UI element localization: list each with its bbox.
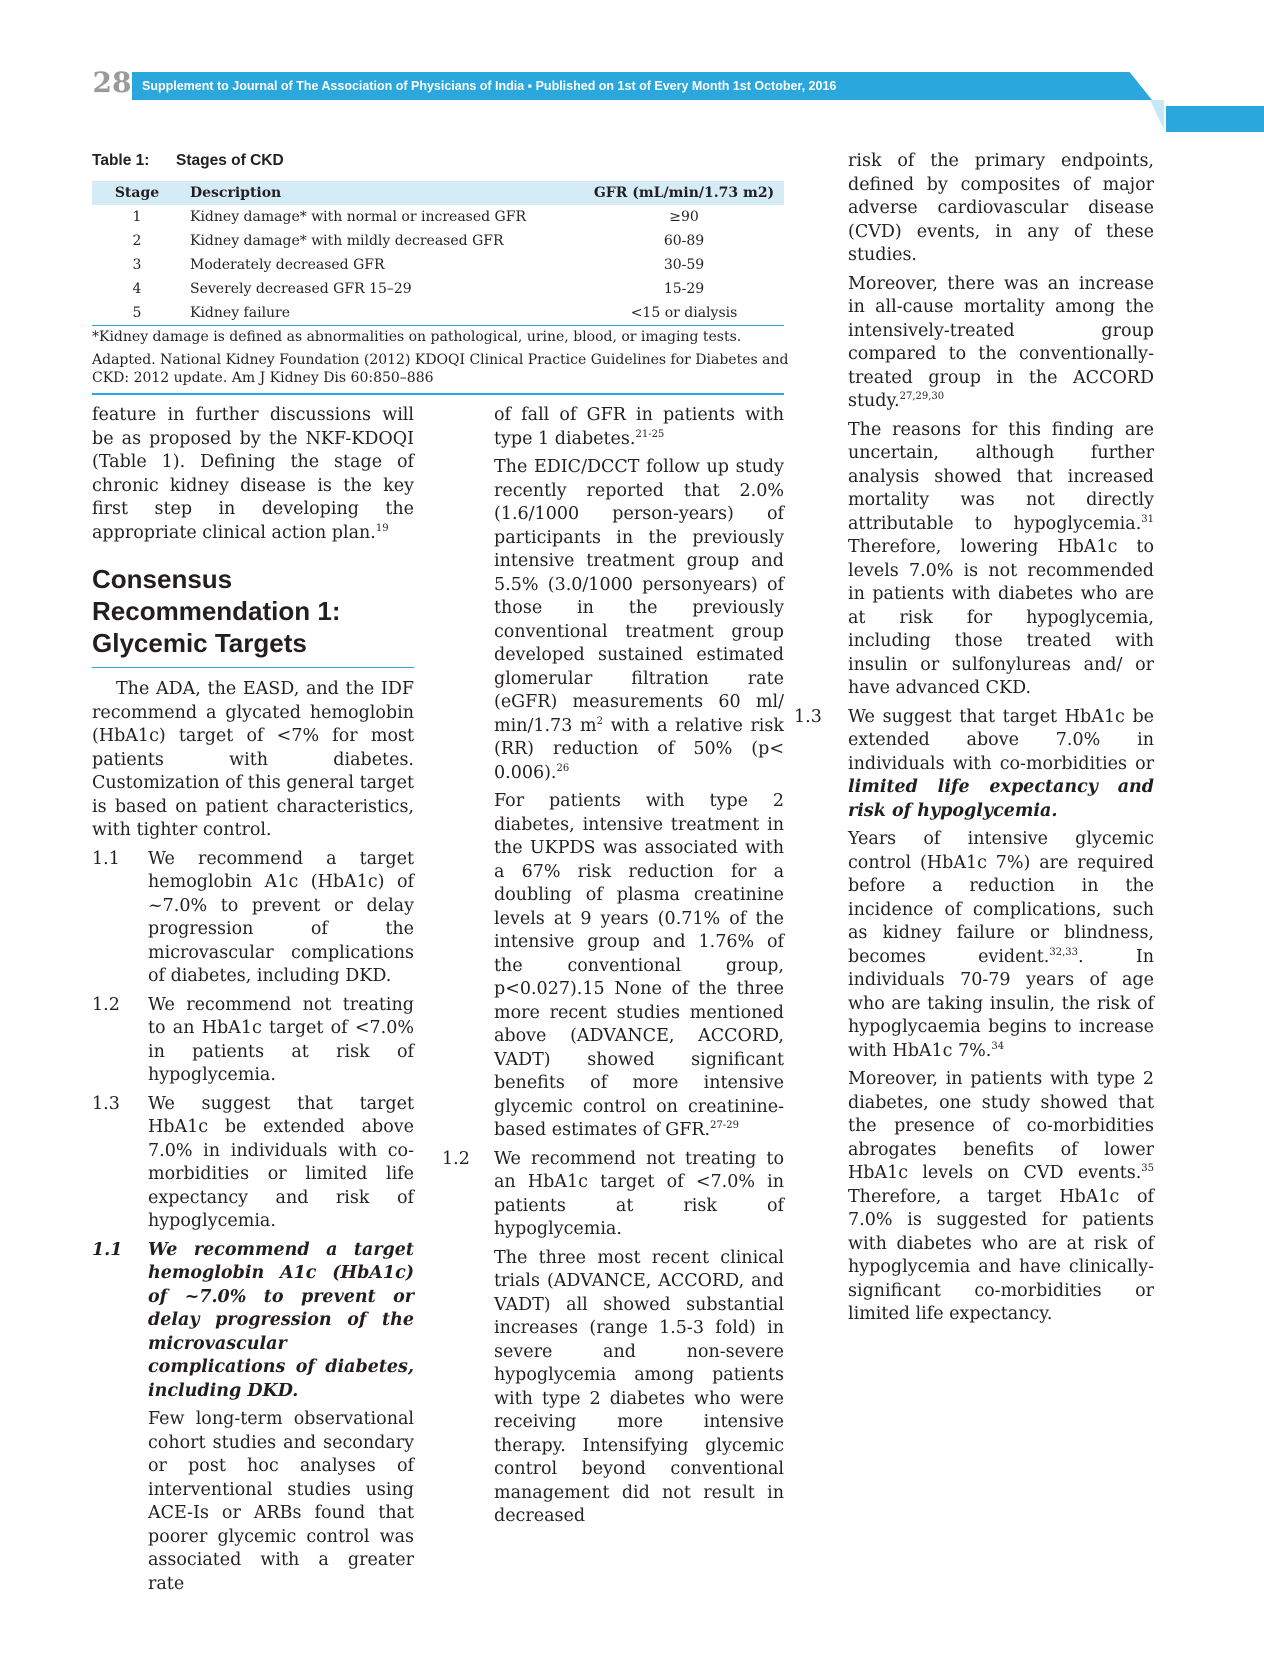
paragraph-text: Moreover, in patients with type 2 diabetes, one study showed that the presence of co-morbidities abrogates benefits of lower HbA1c levels on CVD events. [848,1069,1154,1183]
item-number: 1.3 [92,1093,120,1114]
paragraph [830,1068,1154,1327]
paragraph-text: feature in further discussions will be as proposed by the NKF-KDOQI (Table 1). Defining the stage of chronic kidney disease is the key first step in developing the appropriate clinical action plan. [92,405,414,543]
paragraph: The three most recent clinical trials (ADVANCE, ACCORD, and VADT) all showed substantial increases (range 1.5-3 fold) in severe and non-severe hypoglycemia among patients with type 2 diabetes who were receiving more intensive therapy. Intensifying glycemic control beyond conventional management did not result in decreased [494,1247,784,1526]
item-number: 1.2 [442,1148,470,1169]
text-column-3 [794,150,1155,1332]
gfr-cell: 30-59 [663,257,705,273]
paragraph: Few long-term observational cohort studies and secondary or post hoc analyses of interventional studies using ACE-Is or ARBs found that poorer glycemic control was associated with a greater rate [148,1409,414,1594]
stage-cell: 1 [132,209,142,225]
table-row [92,277,784,301]
paragraph-text: The EDIC/DCCT follow up study recently reported that 2.0% (1.6/1000 person-years) of participants in the previously intensive treatment group and 5.5% (3.0/1000 personyears) of those in the previously conventional treatment group developed sustained estimated glomerular filtration rate (eGFR) measurements 60 ml/ min/1.73 m [494,457,784,736]
table-caption [92,152,284,170]
paragraph: risk of the primary endpoints, defined by composites of major adverse cardiovascular disease (CVD) events, in any of these studies. [848,151,1154,265]
item-number: 1.1 [92,1239,123,1260]
page-number: 28 [92,66,132,99]
item-text: We suggest that target HbA1c be extended above 7.0% in individuals with co-morbidities or limited life expectancy and risk of hypoglycemia. [148,1093,414,1231]
ckd-stages-table [92,181,784,326]
paragraph [92,404,414,545]
description-cell: Kidney damage* with mildly decreased GFR [190,233,504,249]
recommendation-item [442,1148,784,1242]
paragraph [830,273,1154,414]
superscript: 2 [596,715,603,727]
table-row [92,301,784,326]
table-row [92,205,784,229]
paragraph [458,404,784,451]
section-heading: Consensus Recommendation 1: Glycemic Targets [92,563,414,668]
description-cell: Moderately decreased GFR [190,257,385,273]
table-source: Adapted. National Kidney Foundation (2012) KDOQI Clinical Practice Guidelines for Diabetes and CKD: 2012 update. Am J Kidney Dis 60:850–886 [92,352,789,386]
item-text: We recommend not treating to an HbA1c target of <7.0% in patients at risk of hypoglycemia. [148,994,414,1085]
item-text: We recommend a target hemoglobin A1c (HbA1c) of ~7.0% to prevent or delay progression of the microvascular complications of diabetes, including DKD. [148,848,414,986]
table-label: Table 1: [92,152,150,169]
table-footnote: *Kidney damage is defined as abnormalities on pathological, urine, blood, or imaging tests. [92,329,742,345]
citation: 34 [991,1040,1005,1052]
recommendation-item [92,1093,414,1234]
paragraph [830,419,1154,701]
stage-cell: 3 [132,257,142,273]
citation: 35 [1141,1163,1154,1175]
citation: 27-29 [710,1120,739,1132]
item-number: 1.3 [794,706,822,727]
paragraph [458,456,784,785]
table-row [92,253,784,277]
recommendation-item [92,848,414,989]
recommendation-item [794,706,1154,824]
stage-cell: 4 [132,281,142,297]
table-title: Stages of CKD [176,152,284,169]
gfr-cell: 60-89 [663,233,705,249]
table-header-row [92,181,784,205]
gfr-cell: 15-29 [663,281,705,297]
column-header-gfr: GFR (mL/min/1.73 m2) [593,185,775,201]
item-text-emphasis: limited life expectancy and risk of hypoglycemia. [848,777,1154,821]
citation: 32,33 [1049,946,1078,958]
item-text: We recommend a target hemoglobin A1c (HbA1c) of ~7.0% to prevent or delay progression of the microvascular complications of diabetes, including DKD. [148,1239,414,1401]
paragraph-text: Years of intensive glycemic control (HbA1c 7%) are required before a reduction in the incidence of complications, such as kidney failure or blindness, becomes evident. [848,829,1154,967]
paragraph-text: of fall of GFR in patients with type 1 diabetes. [494,405,784,449]
paragraph-text: For patients with type 2 diabetes, intensive treatment in the UKPDS was associated with a 67% risk reduction for a doubling of plasma creatinine levels at 9 years (0.71% of the intensive group and 1.76% of the conventional group, p<0.027).15 None of the three more recent studies mentioned above (ADVANCE, ACCORD, VADT) showed significant benefits of more intensive glycemic control on creatinine-based estimates of GFR. [494,791,784,1140]
column-header-description: Description [190,185,282,201]
paragraph-text: . In individuals 70-79 years of age who are taking insulin, the risk of hypoglycaemia begins to increase with HbA1c 7%. [848,946,1155,1061]
citation: 27,29,30 [899,391,945,403]
item-text: We suggest that target HbA1c be extended above 7.0% in individuals with co-morbidities or [848,706,1154,774]
description-cell: Severely decreased GFR 15–29 [190,281,412,297]
table-row [92,229,784,253]
stage-cell: 2 [132,233,142,249]
text-column-1 [92,404,414,1601]
item-text: We recommend not treating to an HbA1c target of <7.0% in patients at risk of hypoglycemia. [494,1148,784,1239]
recommendation-item-emphasis [92,1239,414,1404]
header-decoration [1150,100,1164,130]
paragraph-text: Therefore, a target HbA1c of 7.0% is suggested for patients with diabetes who are at risk of hypoglycemia and have clinically-significant co-morbidities or limited life expectancy. [848,1186,1154,1324]
recommendation-item [92,994,414,1088]
description-cell: Kidney failure [182,301,584,326]
item-number: 1.1 [92,848,120,869]
paragraph: The ADA, the EASD, and the IDF recommend a glycated hemoglobin (HbA1c) target of <7% for most patients with diabetes. Customization of this general target is based on patient characteristics, with tighter control. [92,679,414,840]
column-header-stage: Stage [114,185,160,201]
paragraph-text: Therefore, lowering HbA1c to levels 7.0% is not recommended in patients with diabetes who are at risk for hypoglycemia, including those treated with insulin or sulfonylureas and/ or have advanced CKD. [848,537,1154,698]
citation: 19 [375,522,389,534]
citation: 26 [556,762,570,774]
description-cell: Kidney damage* with normal or increased GFR [190,209,526,225]
paragraph [458,790,784,1143]
stage-cell: 5 [92,301,182,326]
header-decoration-block [1166,106,1264,132]
text-column-2 [442,404,784,1534]
table-notes [92,327,792,391]
paragraph-text: with a relative risk (RR) reduction of 50% (p< 0.006). [494,715,784,783]
gfr-cell: ≥90 [669,209,699,225]
item-number: 1.2 [92,994,120,1015]
table-bottom-rule [92,393,784,395]
paragraph [830,828,1154,1063]
citation: 21-25 [635,428,665,440]
paragraph-text: The reasons for this finding are uncertain, although further analysis showed that increased mortality was not directly attributable to hypoglycemia. [848,419,1154,534]
citation: 31 [1141,513,1154,525]
journal-header-text: Supplement to Journal of The Association of Physicians of India ▪ Published on 1st of Every Month 1st October, 2016 [142,79,837,93]
paragraph-text: Moreover, there was an increase in all-cause mortality among the intensively-treated group compared to the conventionally-treated group in the ACCORD study. [848,273,1154,411]
gfr-cell: <15 or dialysis [584,301,784,326]
